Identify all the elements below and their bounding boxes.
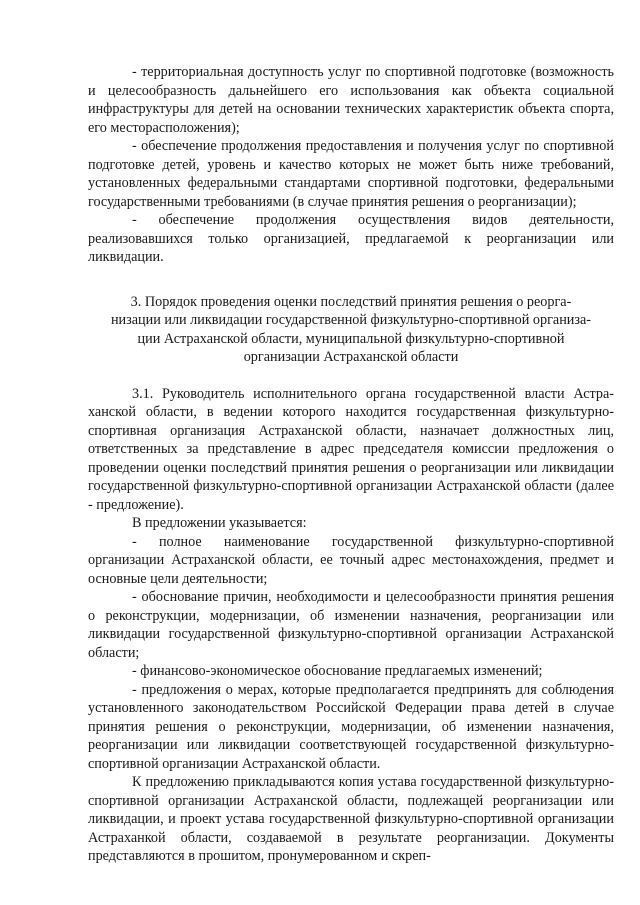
section-heading-line: организации Астраханской области (243, 349, 459, 365)
intro-item: - территориальная доступность услуг по спортивной подготовке (возможность и целесообразность дальнейшего его использования как объекта социальной инфраструктуры для детей на основании технических характеристик объекта спорта, его месторасположения); (88, 64, 614, 136)
section-body (88, 385, 614, 866)
section-paragraph: К предложению прикладываются копия устава государственной физкультурно-спортивной организации Астраханской области, подлежащей реорганизации или ликвидации, и проект устава государственной физкультурно-спортивной организации Астраханкой области, создаваемой в результате реорганизации. Документы представляются в прошитом, пронумерованном и скреп- (88, 774, 614, 864)
section-paragraph: - финансово-экономическое обоснование предлагаемых изменений; (132, 663, 543, 679)
section-paragraph: - предложения о мерах, которые предполагается предпринять для соблюдения установленного законодательством Российской Федерации права детей в случае принятия решения о реконструкции, модернизации, об изменении назначения, реорганизации или ликвидации соответствующей государственной физкультурно-спортивной организации Астраханской области. (88, 681, 614, 772)
section-paragraph: - обоснование причин, необходимости и целесообразности принятия решения о реконструкции, модернизации, об изменении назначения, реорганизации или ликвидации государственной физкультурно-спортивной организации Астраханской области; (88, 589, 614, 661)
section-paragraph: - полное наименование государственной физкультурно-спортивной организации Астраханской области, ее точный адрес местонахождения, предмет и основные цели деятельности; (88, 533, 614, 587)
section-heading-line: ции Астраханской области, муниципальной физкультурно-спортивной (137, 330, 565, 347)
section-paragraph: В предложении указывается: (132, 515, 307, 531)
intro-list (88, 63, 614, 267)
section-paragraph: 3.1. Руководитель исполнительного органа государственной власти Астра-ханской области, в ведении которого находится государственная физкультурно-спортивная организация Астраханской области, назначает должностных лиц, ответственных за представление в адрес председателя комиссии предложения о проведении оценки последствий принятия решения о реорганизации или ликвидации государственной физкультурно-спортивной организации Астраханской области (далее - предложение). (88, 385, 614, 513)
section-heading-line: 3. Порядок проведения оценки последствий принятия решения о реорга- (130, 293, 572, 310)
intro-item: - обеспечение продолжения предоставления и получения услуг по спортивной подготовке детей, уровень и качество которых не может быть ниже требований, установленных федеральными стандартами спортивной подготовки, федеральными государственными требованиями (в случае принятия решения о реорганизации); (88, 138, 614, 210)
intro-item: - обеспечение продолжения осуществления видов деятельности, реализовавшихся только организацией, предлагаемой к реорганизации или ликвидации. (88, 212, 614, 265)
section-heading (88, 293, 614, 367)
section-heading-line: низации или ликвидации государственной физкультурно-спортивной организа- (110, 312, 592, 328)
